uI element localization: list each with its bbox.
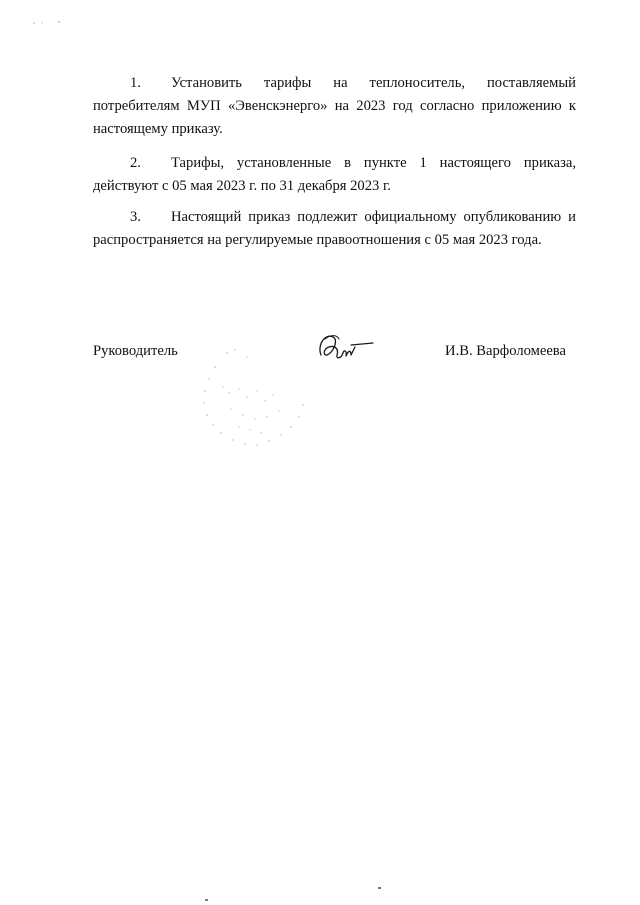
scan-artifact-dot xyxy=(205,899,208,901)
signatory-position: Руководитель xyxy=(93,343,178,359)
item-number: 3. xyxy=(130,209,141,225)
item-number: 1. xyxy=(130,75,141,91)
order-item-3 xyxy=(93,206,576,252)
item-text: Установить тарифы на теплоноситель, поставляемый потребителям МУП «Эвенскэнерго» на 2023 год согласно приложению к настоящему приказу. xyxy=(93,75,576,137)
item-text: Тарифы, установленные в пункте 1 настоящего приказа, действуют с 05 мая 2023 г. по 31 декабря 2023 г. xyxy=(93,155,576,194)
order-item-1 xyxy=(93,72,576,141)
handwritten-signature xyxy=(315,329,375,365)
scan-artifact-dot xyxy=(378,887,381,889)
order-item-2 xyxy=(93,152,576,198)
signature-block xyxy=(93,341,576,371)
item-number: 2. xyxy=(130,155,141,171)
signatory-name: И.В. Варфоломеева xyxy=(445,343,566,359)
item-text: Настоящий приказ подлежит официальному опубликованию и распространяется на регулируемые правоотношения с 05 мая 2023 года. xyxy=(93,209,576,248)
scan-artifact-dots xyxy=(32,20,72,26)
